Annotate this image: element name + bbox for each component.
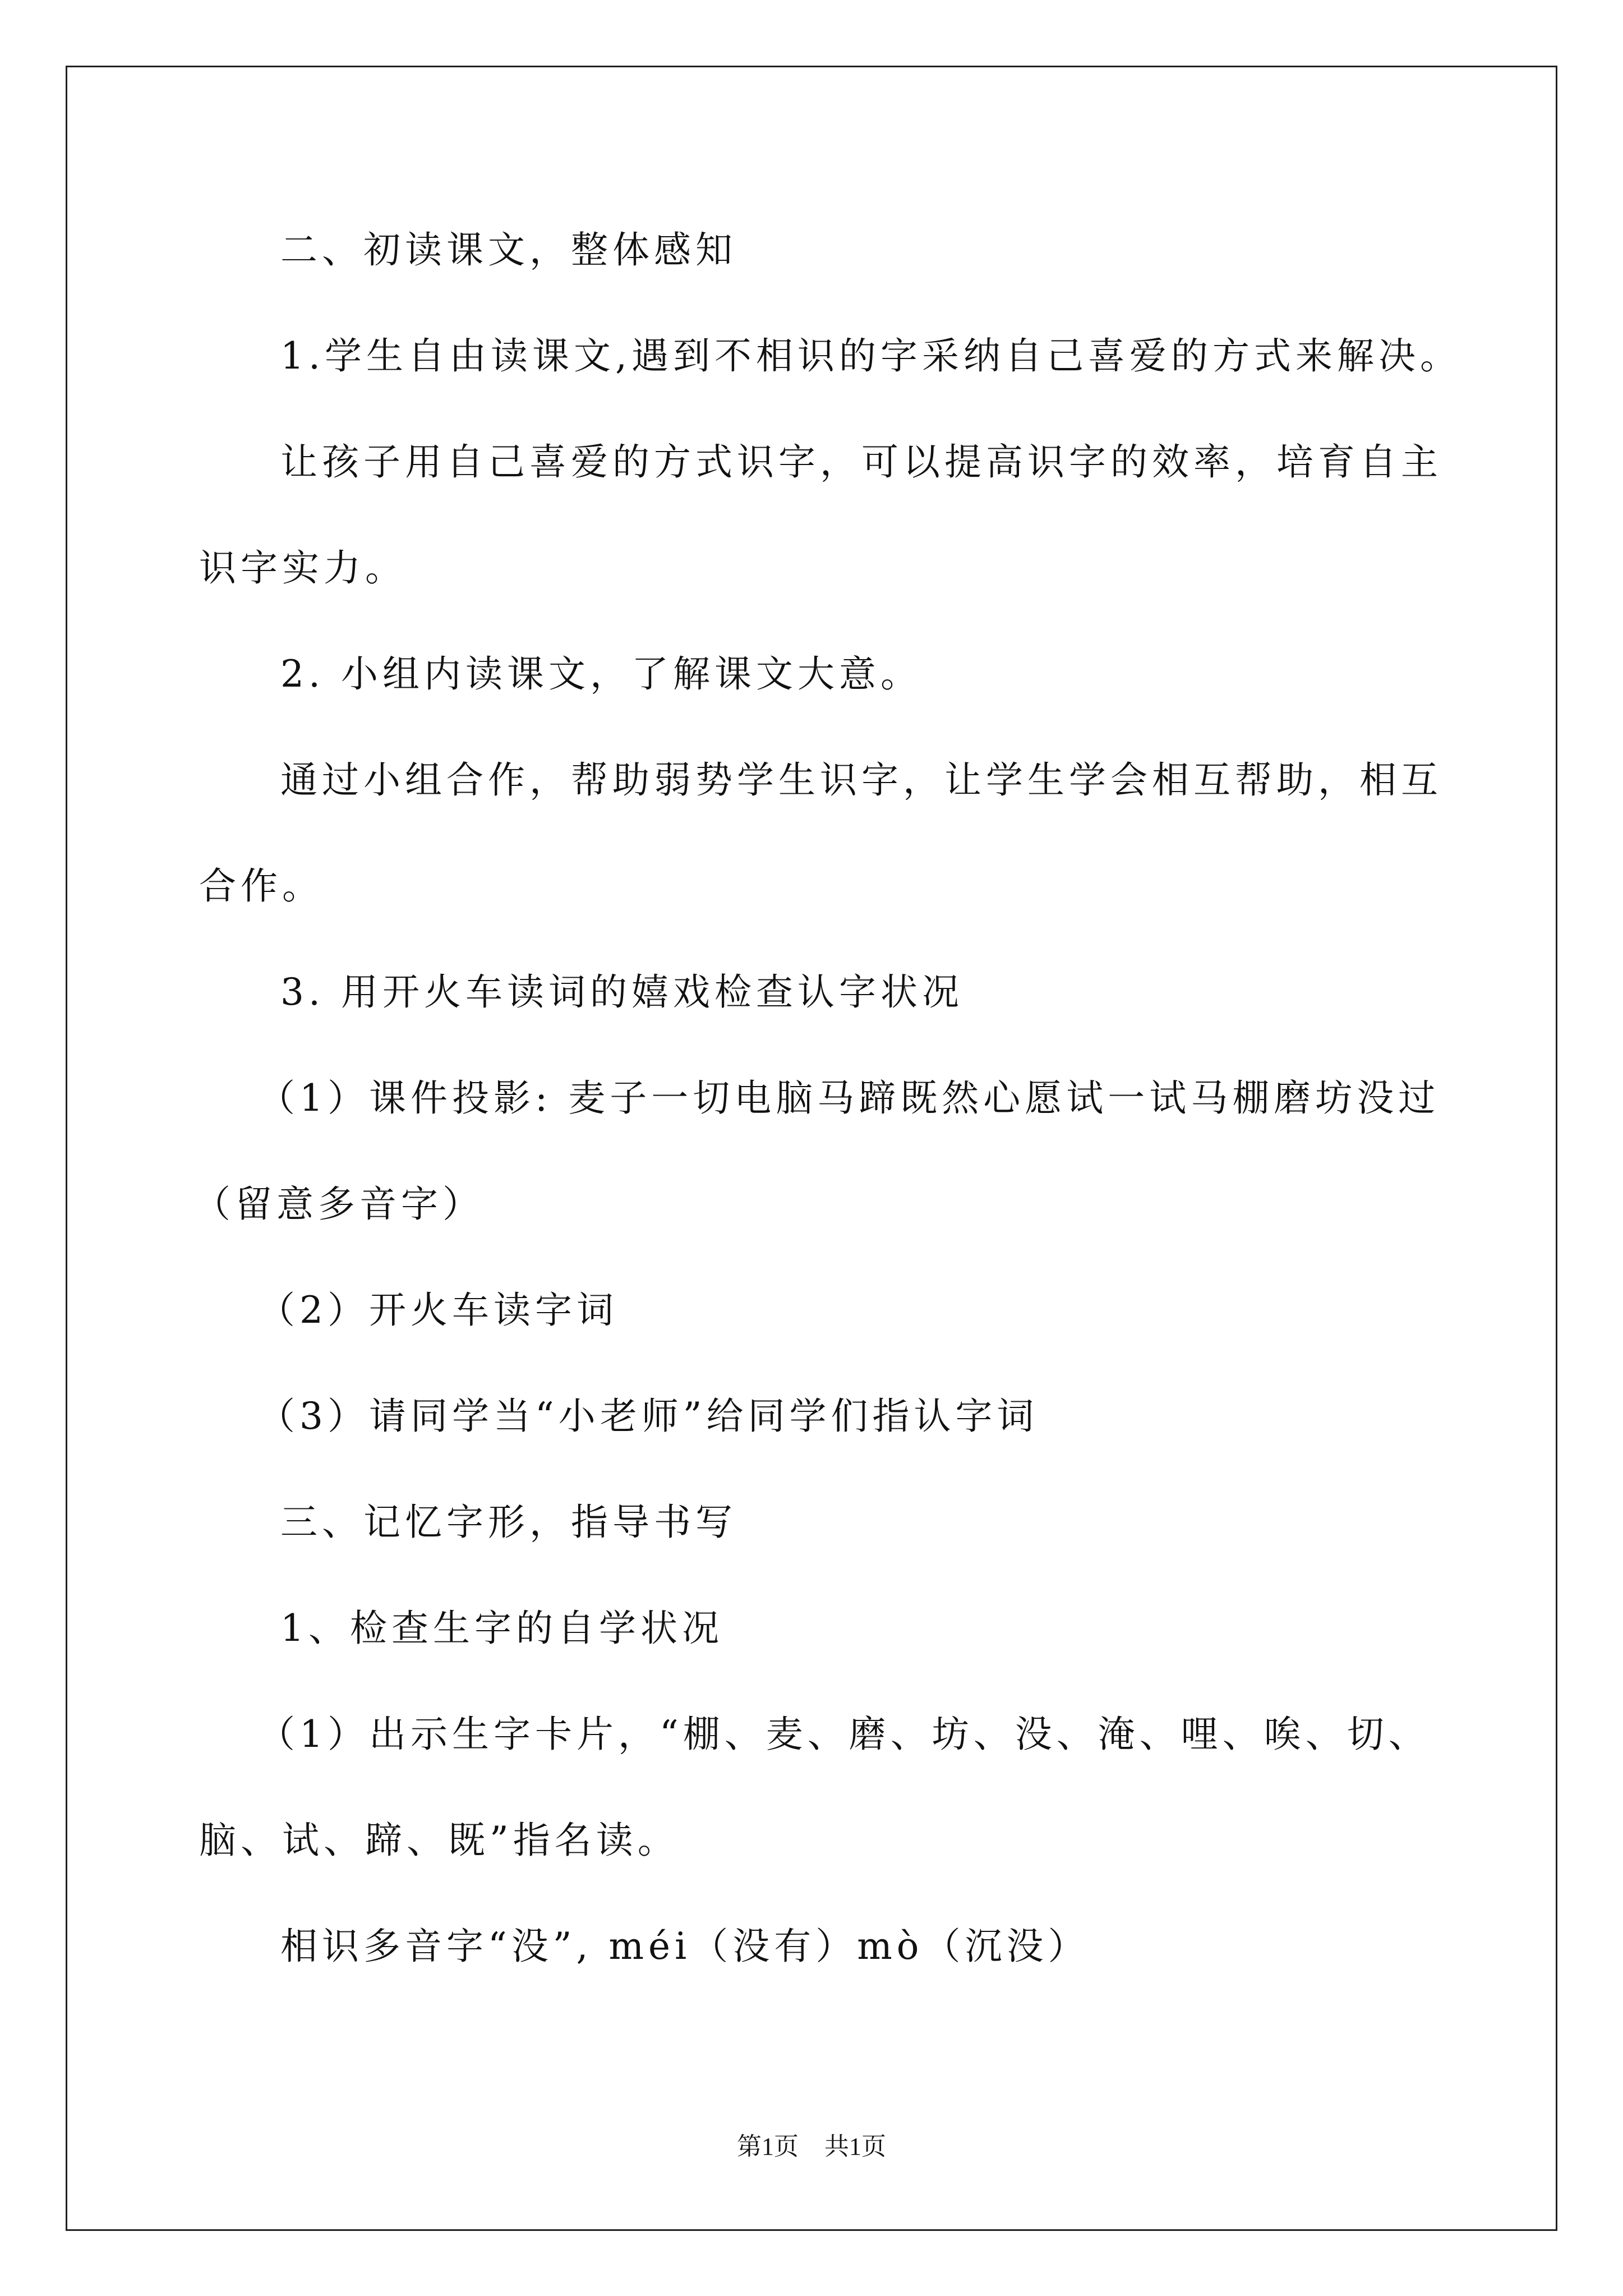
paragraph-1: 1.学生自由读课文,遇到不相识的字采纳自己喜爱的方式来解决。 — [280, 334, 1461, 378]
paragraph-8: （3）请同学当“小老师”给同学们指认字词 — [258, 1395, 1039, 1438]
paragraph-10-continued: 脑、试、蹄、既”指名读。 — [199, 1819, 679, 1862]
section-heading-3: 三、记忆字形，指导书写 — [280, 1501, 737, 1544]
page-border — [66, 66, 1557, 2231]
paragraph-6: （1）课件投影: 麦子一切电脑马蹄既然心愿试一试马棚磨坊没过 — [258, 1076, 1440, 1120]
paragraph-9: 1、检查生字的自学状况 — [280, 1607, 723, 1650]
page-number-current: 第1页 — [737, 2133, 799, 2160]
paragraph-3: 2. 小组内读课文，了解课文大意。 — [280, 652, 922, 696]
paragraph-4: 通过小组合作，帮助弱势学生识字，让学生学会相互帮助，相互 — [280, 758, 1442, 802]
page-number-total: 共1页 — [824, 2133, 886, 2160]
paragraph-2-continued: 识字实力。 — [199, 546, 407, 590]
paragraph-6-continued: （留意多音字） — [193, 1182, 484, 1226]
paragraph-10: （1）出示生字卡片，“棚、麦、磨、坊、没、淹、哩、唉、切、 — [258, 1713, 1430, 1756]
page-footer — [0, 2126, 1623, 2162]
section-heading-2: 二、初读课文，整体感知 — [280, 228, 737, 272]
paragraph-4-continued: 合作。 — [199, 864, 324, 908]
paragraph-5: 3. 用开火车读词的嬉戏检查认字状况 — [280, 970, 963, 1014]
paragraph-2: 让孩子用自己喜爱的方式识字，可以提高识字的效率，培育自主 — [280, 440, 1442, 484]
paragraph-7: （2）开火车读字词 — [258, 1289, 618, 1332]
paragraph-11: 相识多音字“没”, méi（没有）mò（沉没） — [280, 1925, 1090, 1968]
